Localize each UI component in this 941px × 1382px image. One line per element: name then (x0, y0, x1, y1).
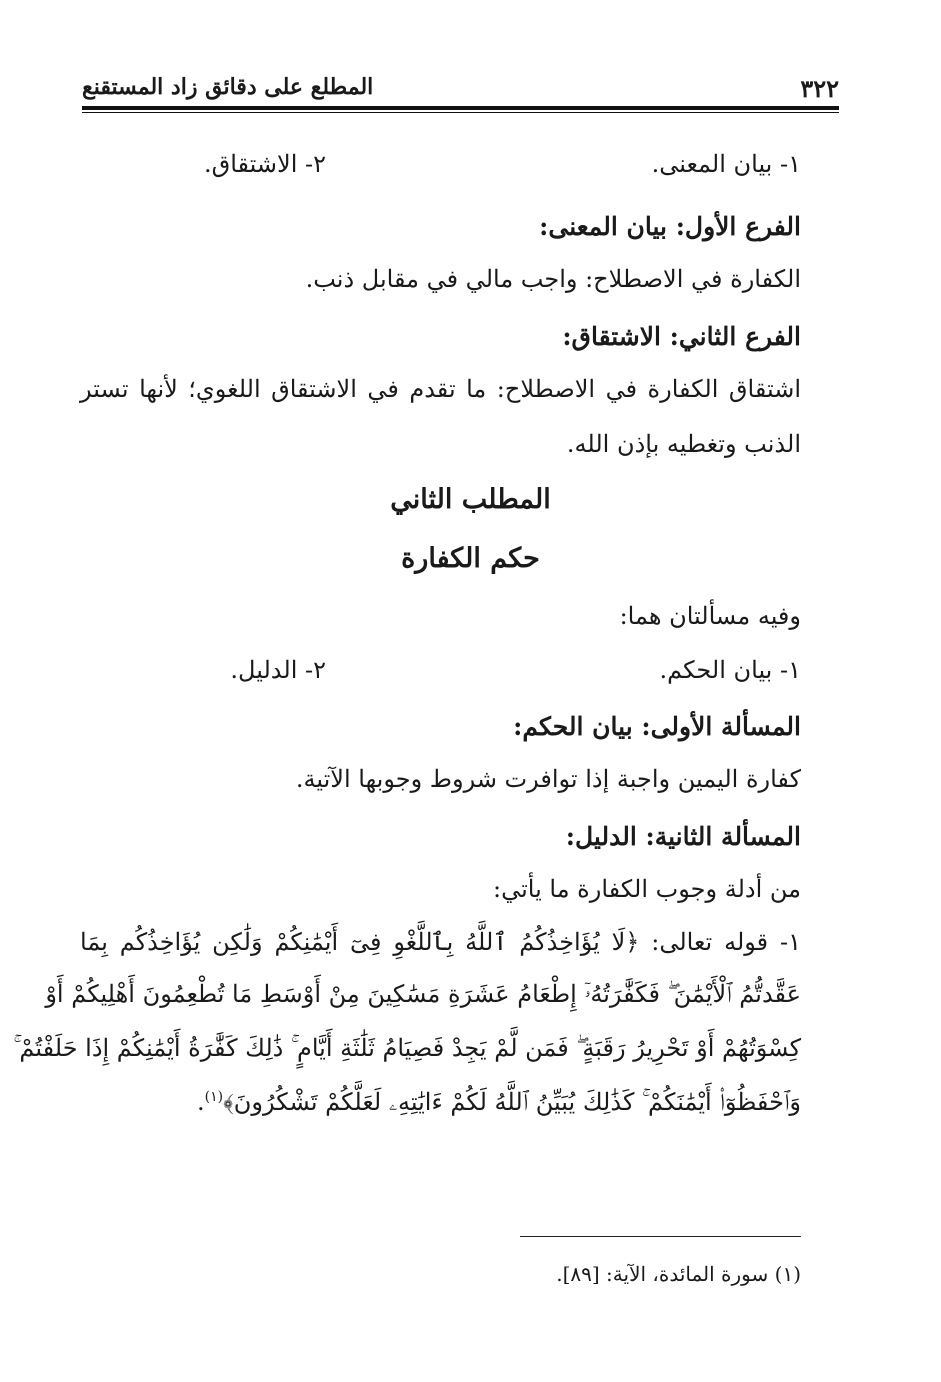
list-item: ٢- الدليل. (230, 656, 326, 684)
header-rule (82, 106, 839, 110)
paragraph: الكفارة في الاصطلاح: واجب مالي في مقابل ذنب. (305, 265, 801, 293)
subheading: الفرع الأول: بيان المعنى: (539, 212, 801, 241)
list-row-1 (80, 150, 801, 178)
quran-text: وَٱحْفَظُوٓا۟ أَيْمَٰنَكُمْ ۚ كَذَٰلِكَ يُبَيِّنُ ٱللَّهُ لَكُمْ ءَايَٰتِهِۦ لَعَلَّكُمْ تَشْكُرُونَ﴾ (223, 1088, 801, 1116)
quran-line: ١- قوله تعالى: ﴿لَا يُؤَاخِذُكُمُ ٱللَّهُ بِٱللَّغْوِ فِىٓ أَيْمَٰنِكُمْ وَلَٰكِن يُؤَاخِذُكُم بِمَا (80, 928, 801, 956)
footnote-ref: (١) (204, 1089, 224, 1105)
paragraph: الذنب وتغطيه بإذن الله. (566, 430, 801, 458)
subheading: المسألة الثانية: الدليل: (565, 822, 801, 851)
quran-line: كِسْوَتُهُمْ أَوْ تَحْرِيرُ رَقَبَةٍ ۖ فَمَن لَّمْ يَجِدْ فَصِيَامُ ثَلَٰثَةِ أَيَّامٍ ۚ ذَٰلِكَ كَفَّٰرَةُ أَيْمَٰنِكُمْ إِذَا حَلَفْتُمْ ۚ (13, 1034, 801, 1062)
header-rule-thin (82, 112, 839, 113)
page-number: ٣٢٢ (800, 74, 839, 103)
paragraph: كفارة اليمين واجبة إذا توافرت شروط وجوبها الآتية. (295, 765, 801, 793)
list-item: ٢- الاشتقاق. (203, 150, 326, 178)
book-title: المطلع على دقائق زاد المستقنع (82, 74, 374, 100)
paragraph: من أدلة وجوب الكفارة ما يأتي: (492, 875, 801, 903)
list-row-2 (80, 656, 801, 684)
section-title: المطلب الثاني (390, 484, 551, 515)
subheading: الفرع الثاني: الاشتقاق: (562, 322, 801, 351)
quran-line: عَقَّدتُّمُ ٱلْأَيْمَٰنَ ۖ فَكَفَّٰرَتُهُۥٓ إِطْعَامُ عَشَرَةِ مَسَٰكِينَ مِنْ أَوْسَطِ مَا تُطْعِمُونَ أَهْلِيكُمْ أَوْ (45, 980, 801, 1008)
subheading: المسألة الأولى: بيان الحكم: (513, 712, 801, 741)
footnote: (١) سورة المائدة، الآية: [٨٩]. (556, 1262, 801, 1286)
section-subtitle: حكم الكفارة (401, 543, 540, 574)
footnote-rule (520, 1236, 801, 1237)
list-item: ١- بيان الحكم. (659, 656, 801, 684)
paragraph: اشتقاق الكفارة في الاصطلاح: ما تقدم في الاشتقاق اللغوي؛ لأنها تستر (80, 375, 801, 403)
paragraph: وفيه مسألتان هما: (619, 602, 801, 630)
running-header (82, 70, 839, 106)
quran-line: وَٱحْفَظُوٓا۟ أَيْمَٰنَكُمْ ۚ كَذَٰلِكَ يُبَيِّنُ ٱللَّهُ لَكُمْ ءَايَٰتِهِۦ لَعَلَّكُمْ تَشْكُرُونَ﴾$^{(١)}$. (197, 1088, 801, 1116)
list-item: ١- بيان المعنى. (651, 150, 801, 178)
